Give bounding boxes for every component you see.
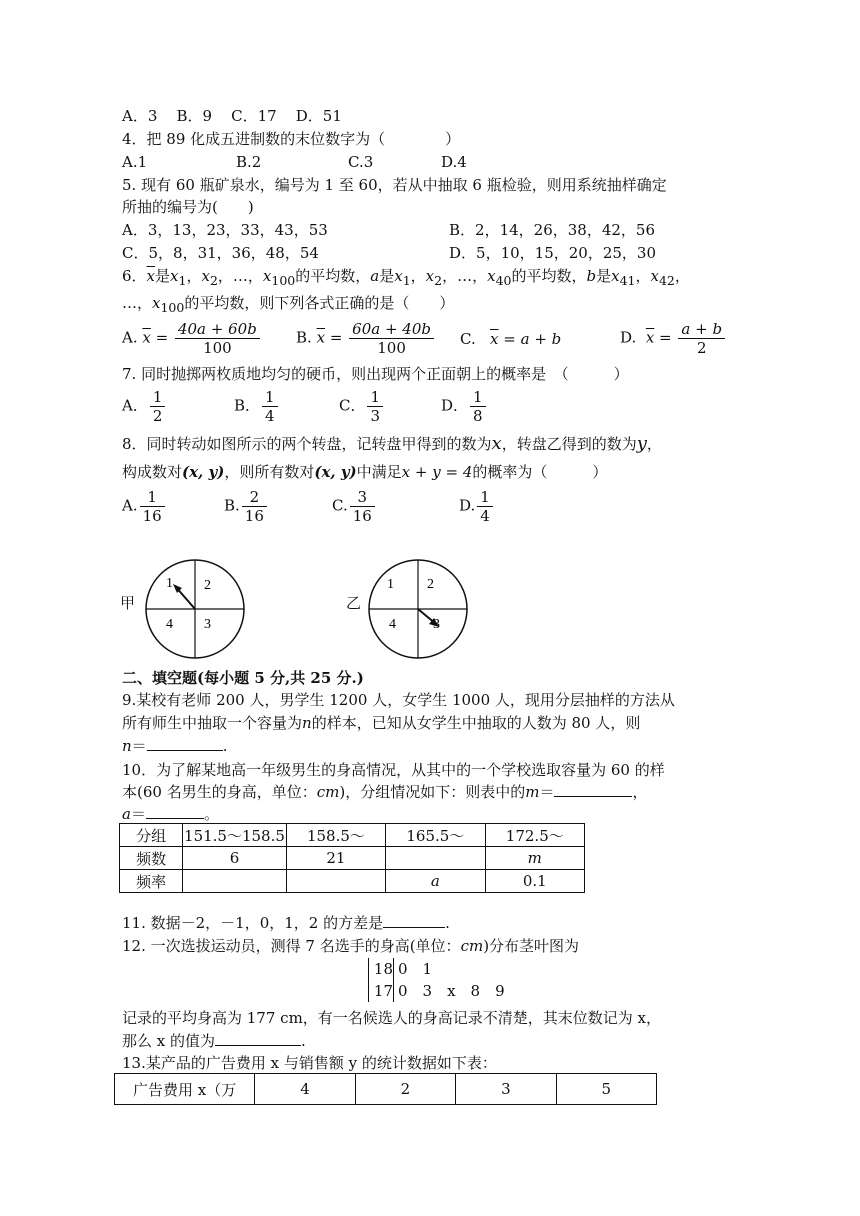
table-cell: 频数 bbox=[120, 847, 183, 870]
dial-jia-num-4: 4 bbox=[166, 617, 173, 632]
table-cell: 6 bbox=[183, 847, 286, 870]
q9-line2: 所有师生中抽取一个容量为n的样本，已知从女学生中抽取的人数为 80 人，则 bbox=[122, 714, 641, 732]
q3-options bbox=[122, 106, 342, 126]
q9-blank bbox=[147, 736, 223, 751]
q12-line1: 12. 一次选拔运动员，测得 7 名选手的身高(单位：cm)分布茎叶图为 bbox=[122, 937, 580, 955]
dial-jia-num-2: 2 bbox=[204, 578, 211, 593]
q13-stem: 13.某产品的广告费用 x 与销售额 y 的统计数据如下表： bbox=[122, 1054, 497, 1072]
table-cell: 4 bbox=[255, 1074, 355, 1105]
q7-option-c: C． $\frac{1}{3}$ bbox=[339, 388, 385, 425]
q6-option-b: B. $\overline{x}$ = $\frac{60a + 40b}{100}$ bbox=[296, 320, 436, 357]
table-cell: m bbox=[485, 847, 584, 870]
q10-table bbox=[119, 823, 585, 893]
q13-table bbox=[114, 1073, 657, 1105]
leaves-17: 0 3 x 8 9 bbox=[398, 982, 505, 1000]
table-cell: a bbox=[386, 870, 485, 893]
q11: 11. 数据－2，－1，0，1，2 的方差是 . bbox=[122, 914, 450, 932]
table-cell bbox=[286, 870, 385, 893]
q6-stem-line1: 6．$\overline{x}$是$x_1$，$x_2$，…，$x_{100}$的平均数，a是$x_1$，$x_2$，…，$x_{40}$的平均数，b是$x_{41}$，$x_{42}$， bbox=[122, 267, 690, 288]
q5-option-a: A．3，13，23，33，43，53 bbox=[122, 221, 328, 239]
table-cell: 158.5～ bbox=[286, 824, 385, 847]
table-cell: 151.5～158.5 bbox=[183, 824, 286, 847]
dial-jia-num-3: 3 bbox=[204, 617, 211, 632]
table-row bbox=[120, 847, 585, 870]
table-cell: 0.1 bbox=[485, 870, 584, 893]
dial-jia-num-1: 1 bbox=[166, 576, 173, 591]
q7-option-d: D． $\frac{1}{8}$ bbox=[441, 388, 488, 425]
q12-line2: 记录的平均身高为 177 cm，有一名候选人的身高记录不清楚，其末位数记为 x， bbox=[122, 1009, 662, 1027]
q10-line3: a＝ 。 bbox=[122, 805, 219, 823]
q7-option-a: A． $\frac{1}{2}$ bbox=[122, 388, 167, 425]
stem-18: 18 bbox=[368, 958, 394, 980]
q8-option-d: D. $\frac{1}{4}$ bbox=[459, 488, 495, 525]
q10-line1: 10．为了解某地高一年级男生的身高情况，从其中的一个学校选取容量为 60 的样 bbox=[122, 761, 665, 779]
q12-blank bbox=[215, 1031, 301, 1046]
table-cell: 172.5～ bbox=[485, 824, 584, 847]
q10-blank-m bbox=[554, 782, 632, 797]
q4-option-c: C.3 bbox=[348, 153, 374, 171]
q8-option-b: B. $\frac{2}{16}$ bbox=[224, 488, 269, 525]
q4-option-a: A.1 bbox=[122, 153, 148, 171]
q3-option-d: D．51 bbox=[295, 107, 342, 125]
q5-option-d: D．5，10，15，20，25，30 bbox=[449, 244, 657, 262]
dial-yi-label: 乙 bbox=[346, 594, 362, 612]
dial-yi-num-4: 4 bbox=[389, 617, 396, 632]
stem-17: 17 bbox=[368, 980, 394, 1002]
q7-option-b: B． $\frac{1}{4}$ bbox=[234, 388, 280, 425]
q8-option-c: C. $\frac{3}{16}$ bbox=[332, 488, 377, 525]
q4-option-b: B.2 bbox=[236, 153, 262, 171]
dial-yi-num-2: 2 bbox=[427, 577, 434, 592]
q5-stem-line2: 所抽的编号为( ) bbox=[122, 198, 254, 216]
q9-line3: n＝ . bbox=[122, 737, 228, 755]
q7-stem: 7. 同时抛掷两枚质地均匀的硬币，则出现两个正面朝上的概率是 （ ） bbox=[122, 365, 629, 383]
q3-option-c: C．17 bbox=[231, 107, 277, 125]
q8-stem-line1: 8．同时转动如图所示的两个转盘，记转盘甲得到的数为x，转盘乙得到的数为y， bbox=[122, 433, 662, 454]
q5-option-b: B．2，14，26，38，42，56 bbox=[449, 221, 656, 239]
table-cell: 2 bbox=[355, 1074, 455, 1105]
table-cell: 广告费用 x（万 bbox=[115, 1074, 255, 1105]
q9-line1: 9.某校有老师 200 人，男学生 1200 人，女学生 1000 人，现用分层抽样的方法从 bbox=[122, 691, 675, 709]
q3-option-a: A．3 bbox=[122, 107, 158, 125]
table-row bbox=[120, 824, 585, 847]
table-cell bbox=[386, 847, 485, 870]
dial-jia bbox=[144, 558, 246, 660]
table-cell: 5 bbox=[556, 1074, 656, 1105]
table-row bbox=[115, 1074, 657, 1105]
table-cell: 21 bbox=[286, 847, 385, 870]
q6-option-a: A. $\overline{x}$ = $\frac{40a + 60b}{100}$ bbox=[122, 320, 262, 357]
section-2-heading: 二、填空题(每小题 5 分,共 25 分.) bbox=[122, 669, 364, 687]
q8-stem-line2: 构成数对(x, y)，则所有数对(x, y)中满足x + y = 4的概率为（ ） bbox=[122, 463, 608, 481]
q5-stem-line1: 5. 现有 60 瓶矿泉水，编号为 1 至 60，若从中抽取 6 瓶检验，则用系统抽样确定 bbox=[122, 176, 667, 194]
table-cell: 165.5～ bbox=[386, 824, 485, 847]
q8-option-a: A. $\frac{1}{16}$ bbox=[122, 488, 167, 525]
q6-option-d: D. $\overline{x}$ = $\frac{a + b}{2}$ bbox=[620, 320, 727, 357]
table-cell: 分组 bbox=[120, 824, 183, 847]
dial-yi-num-3: 3 bbox=[433, 617, 440, 632]
q3-option-b: B．9 bbox=[176, 107, 213, 125]
q4-option-d: D.4 bbox=[441, 153, 467, 171]
table-cell: 3 bbox=[456, 1074, 556, 1105]
q6-stem-line2: …，$x_{100}$的平均数，则下列各式正确的是（ ） bbox=[122, 294, 455, 315]
leaves-18: 0 1 bbox=[398, 960, 433, 978]
dial-yi-num-1: 1 bbox=[387, 577, 394, 592]
table-cell: 频率 bbox=[120, 870, 183, 893]
q10-blank-a bbox=[146, 804, 204, 819]
q6-option-c: C. $\overline{x} = a + b$ bbox=[460, 330, 562, 348]
stem-leaf-row-18 bbox=[368, 958, 505, 980]
q10-line2: 本(60 名男生的身高，单位：cm)，分组情况如下：则表中的m＝ ， bbox=[122, 783, 648, 801]
q11-blank bbox=[383, 913, 445, 928]
dial-jia-label: 甲 bbox=[120, 594, 136, 612]
q4-stem: 4．把 89 化成五进制数的末位数字为（ ） bbox=[122, 130, 461, 148]
dial-yi bbox=[367, 558, 469, 660]
q12-line3: 那么 x 的值为 . bbox=[122, 1032, 306, 1050]
q5-option-c: C．5，8，31，36，48，54 bbox=[122, 244, 319, 262]
table-row bbox=[120, 870, 585, 893]
table-cell bbox=[183, 870, 286, 893]
stem-leaf-plot bbox=[368, 958, 505, 1002]
stem-leaf-row-17 bbox=[368, 980, 505, 1002]
